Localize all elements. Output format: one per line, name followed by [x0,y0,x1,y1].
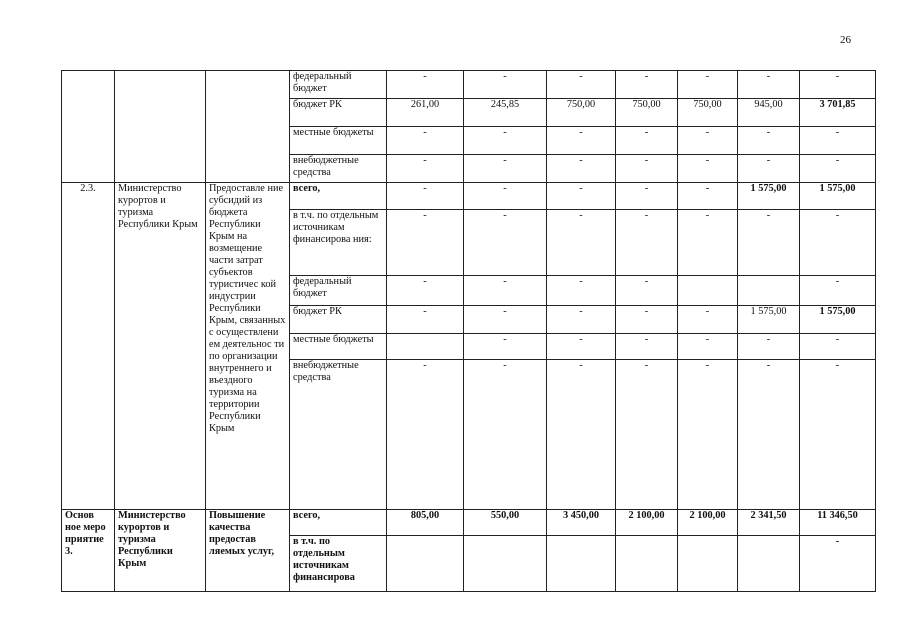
table-row [62,183,876,210]
value-cell: 805,00 [387,510,464,536]
source-cell: в т.ч. по отдельным источникам финансирова ния: [290,210,387,276]
value-cell [387,536,464,592]
value-cell: - [547,183,616,210]
value-cell: - [547,155,616,183]
description-cell [206,71,290,183]
value-cell: - [547,306,616,334]
source-cell: всего, [290,510,387,536]
source-cell: бюджет РК [290,99,387,127]
value-cell: - [738,155,800,183]
value-cell: 750,00 [678,99,738,127]
page-number: 26 [840,34,851,46]
value-cell: 750,00 [547,99,616,127]
value-cell: - [464,360,547,510]
value-cell: - [678,155,738,183]
value-cell: - [678,360,738,510]
value-cell: - [387,71,464,99]
value-cell: - [738,210,800,276]
value-cell: - [616,71,678,99]
value-cell: - [387,210,464,276]
value-cell: - [387,127,464,155]
value-cell [387,334,464,360]
value-cell: 261,00 [387,99,464,127]
value-cell: 1 575,00 [738,183,800,210]
item-executor: Министерство курортов и туризма Республики Крым [115,183,206,510]
value-cell: 2 100,00 [678,510,738,536]
value-cell: - [464,210,547,276]
value-cell [547,536,616,592]
value-cell: - [678,210,738,276]
value-cell: - [616,334,678,360]
value-cell: - [547,210,616,276]
value-cell: - [738,71,800,99]
value-cell: 1 575,00 [800,306,876,334]
value-cell: - [547,334,616,360]
value-cell: - [678,71,738,99]
value-cell: - [738,360,800,510]
value-cell [678,536,738,592]
value-cell [678,276,738,306]
value-cell: - [387,155,464,183]
value-cell: - [547,360,616,510]
value-cell: - [678,127,738,155]
value-cell: - [464,334,547,360]
value-cell: - [616,360,678,510]
executor-cell [115,71,206,183]
value-cell: 245,85 [464,99,547,127]
main-executor: Министерство курортов и туризма Республики Крым [115,510,206,592]
main-number: Основ ное меро приятие 3. [62,510,115,592]
value-cell: - [616,127,678,155]
value-cell: - [547,71,616,99]
source-cell: всего, [290,183,387,210]
value-cell: - [800,276,876,306]
value-cell: - [616,306,678,334]
value-cell: - [800,71,876,99]
value-cell: 3 450,00 [547,510,616,536]
budget-table [61,70,876,592]
source-cell: внебюджетные средства [290,155,387,183]
table-row [62,71,876,99]
value-cell [738,276,800,306]
value-cell: 1 575,00 [800,183,876,210]
value-cell: - [800,155,876,183]
value-cell: - [616,276,678,306]
value-cell: - [464,155,547,183]
value-cell: - [387,276,464,306]
value-cell: - [387,183,464,210]
value-cell: 550,00 [464,510,547,536]
value-cell [616,536,678,592]
value-cell: - [387,360,464,510]
value-cell: 2 100,00 [616,510,678,536]
value-cell: - [738,127,800,155]
item-number: 2.3. [62,183,115,510]
value-cell: - [547,276,616,306]
item-description: Предоставле ние субсидий из бюджета Республики Крым на возмещение части затрат субъектов туристичес кой индустрии Республики Крым, связанных с осуществлени ем деятельнос ти по организации внутреннего и въездного туризма на территории Республики Крым [206,183,290,510]
value-cell: 3 701,85 [800,99,876,127]
table-row [62,510,876,536]
source-cell: внебюджетные средства [290,360,387,510]
value-cell: 2 341,50 [738,510,800,536]
main-description: Повышение качества предостав ляемых услуг, [206,510,290,592]
value-cell: 11 346,50 [800,510,876,536]
value-cell: - [464,127,547,155]
value-cell: - [738,334,800,360]
value-cell: - [464,71,547,99]
value-cell [464,536,547,592]
value-cell: 945,00 [738,99,800,127]
source-cell: федеральный бюджет [290,276,387,306]
value-cell: - [616,183,678,210]
value-cell: - [464,306,547,334]
value-cell: - [547,127,616,155]
source-cell: бюджет РК [290,306,387,334]
value-cell: - [464,183,547,210]
value-cell: - [678,334,738,360]
value-cell: 1 575,00 [738,306,800,334]
source-cell: местные бюджеты [290,127,387,155]
value-cell: - [387,306,464,334]
value-cell: - [800,210,876,276]
source-cell: местные бюджеты [290,334,387,360]
value-cell: 750,00 [616,99,678,127]
source-cell: федеральный бюджет [290,71,387,99]
value-cell: - [464,276,547,306]
number-cell [62,71,115,183]
source-cell: в т.ч. по отдельным источникам финансирова [290,536,387,592]
value-cell: - [616,155,678,183]
value-cell: - [678,183,738,210]
value-cell: - [678,306,738,334]
value-cell: - [800,536,876,592]
value-cell [738,536,800,592]
value-cell: - [800,127,876,155]
value-cell: - [800,334,876,360]
value-cell: - [800,360,876,510]
value-cell: - [616,210,678,276]
